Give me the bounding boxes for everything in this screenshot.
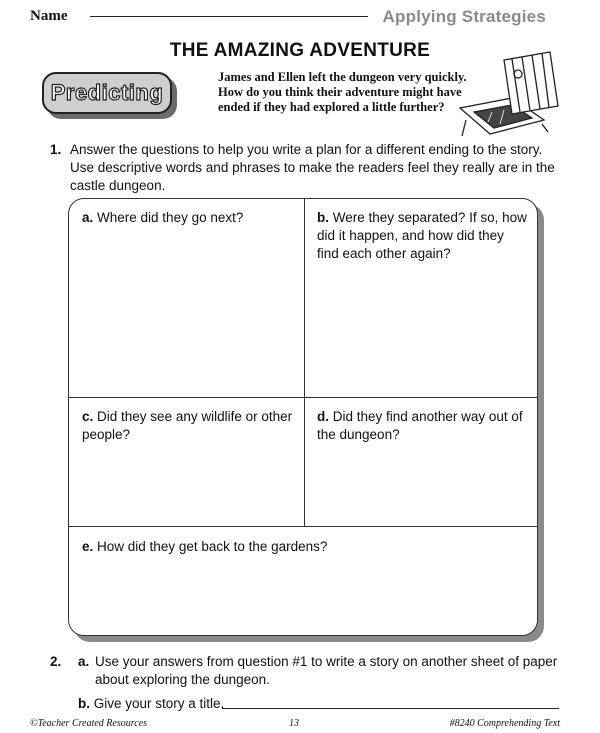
answer-box-e[interactable]	[82, 538, 522, 556]
box-b-prompt: Were they separated? If so, how did it happen, and how did they find each other again?	[317, 210, 527, 261]
box-d-letter: d.	[317, 409, 329, 424]
box-d-prompt: Did they find another way out of the dungeon?	[317, 409, 523, 442]
question-2a-text: Use your answers from question #1 to write a story on another sheet of paper about exploring the dungeon.	[95, 654, 558, 687]
question-1-text: Answer the questions to help you write a plan for a different ending to the story. Use descriptive words and phrases to make the readers feel they really are in the castle dungeon.	[70, 142, 555, 193]
question-1	[50, 141, 560, 195]
section-heading: Applying Strategies	[382, 7, 546, 26]
question-2-number: 2.	[50, 654, 62, 669]
predicting-badge	[42, 72, 172, 114]
trapdoor-illustration	[452, 50, 562, 140]
intro-text: James and Ellen left the dungeon very quickly. How do you think their adventure might have ended if they had explored a little further?	[218, 70, 467, 114]
footer-copyright: ©Teacher Created Resources	[30, 718, 148, 729]
name-input-line[interactable]	[90, 16, 368, 17]
question-1-number: 1.	[50, 142, 62, 157]
answer-box-a[interactable]	[82, 209, 297, 227]
question-2	[50, 653, 560, 689]
answer-box-d[interactable]	[317, 408, 527, 444]
question-2b	[78, 696, 224, 711]
box-e-letter: e.	[82, 539, 94, 554]
box-a-letter: a.	[82, 210, 94, 225]
grid-divider-horizontal-2	[68, 526, 538, 527]
grid-divider-vertical	[304, 198, 305, 526]
box-b-letter: b.	[317, 210, 329, 225]
question-2b-text: Give your story a title.	[93, 696, 225, 711]
story-title-input-line[interactable]	[222, 708, 559, 709]
page-title: THE AMAZING ADVENTURE	[169, 40, 431, 61]
answer-box-b[interactable]	[317, 209, 527, 263]
box-a-prompt: Where did they go next?	[97, 210, 244, 225]
footer-page-number: 13	[289, 718, 299, 729]
name-label: Name	[30, 8, 68, 24]
footer-book-code: #8240 Comprehending Text	[449, 718, 560, 729]
box-c-letter: c.	[82, 409, 94, 424]
answer-box-c[interactable]	[82, 408, 297, 444]
grid-divider-horizontal-1	[68, 397, 538, 398]
question-2b-letter: b.	[78, 696, 90, 711]
badge-label: Predicting	[50, 80, 164, 105]
box-e-prompt: How did they get back to the gardens?	[97, 539, 328, 554]
box-c-prompt: Did they see any wildlife or other people?	[82, 409, 293, 442]
question-2a-letter: a.	[78, 654, 90, 669]
